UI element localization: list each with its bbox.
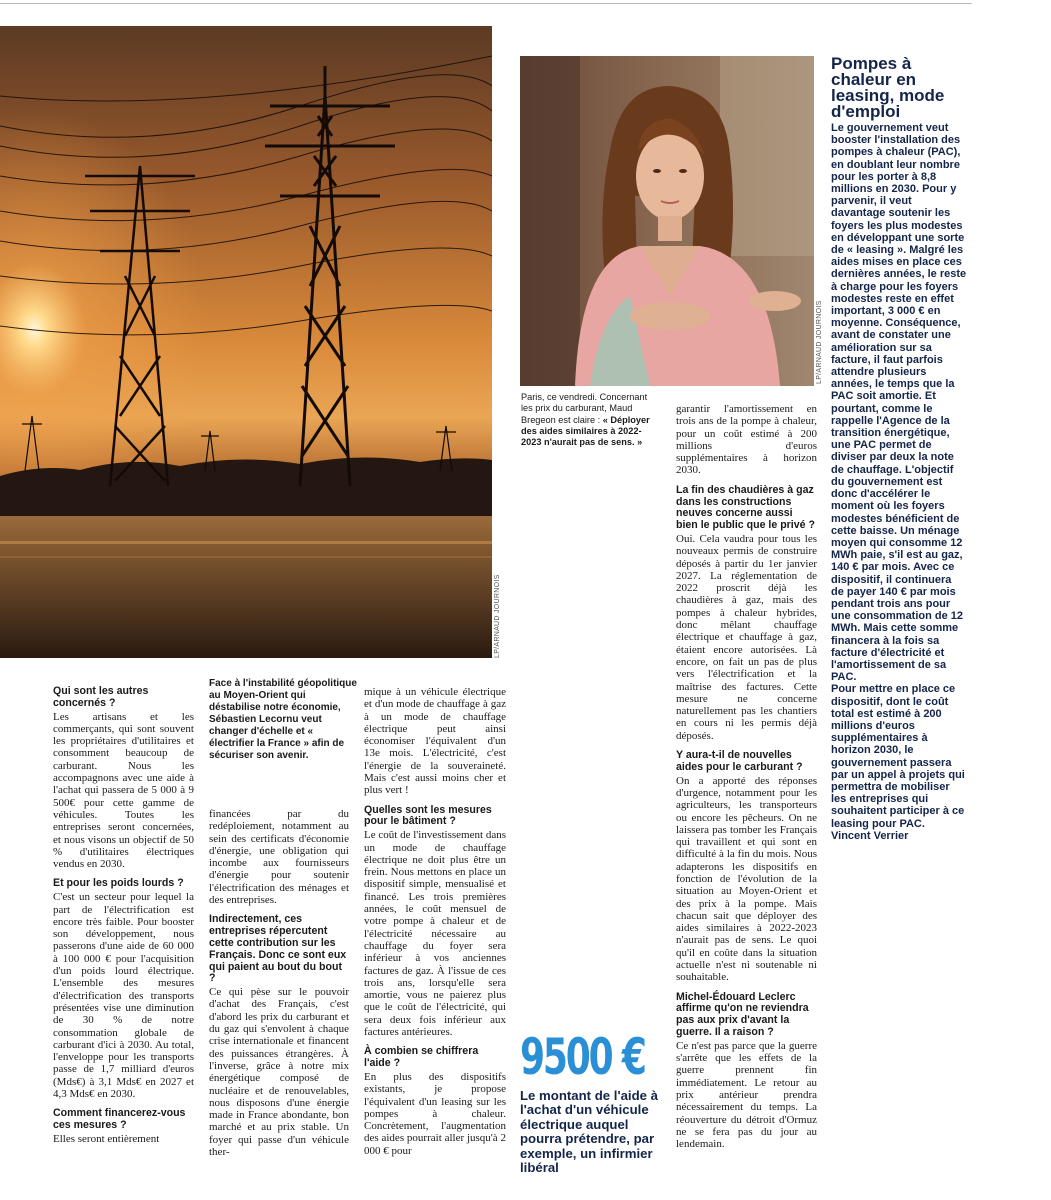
answer-fuel-aid: On a apporté des réponses d'urgence, notamment pour les agriculteurs, les transporteurs ou encore les pêcheurs. On ne laissera pas tomber les Français qui travaillent et qui sont en difficulté à la fin du mois. Nous adapterons les dispositifs en fonction de l'évolution de la situation au Moyen-Orient et des prix à la pompe. Mais chacun sait que déployer des aides similaires à 2022-2023 n'aurait pas de sens. Le quoi qu'il en coûte dans la situation actuelle n'est ni soutenable ni souhaitable. [676, 774, 817, 984]
answer-aid-amount-start: En plus des dispositifs existants, je propose l'équivalent d'un leasing sur les pompes à chaleur. Concrètement, l'augmentation des aides pourrait aller jusqu'à 2 000 € pour [364, 1070, 506, 1157]
question-fuel-aid: Y aura-t-il de nouvelles aides pour le carburant ? [676, 749, 803, 773]
photo-caption [521, 392, 661, 448]
sidebar-body [831, 122, 967, 842]
answer-leclerc: Ce n'est pas parce que la guerre s'arrête que les effets de la guerre prennent fin immédiatement. Le retour au prix antérieur prendra nécessairement du temps. La réouverture du détroit d'Ormuz ne se fera pas du jour au lendemain. [676, 1039, 817, 1151]
question-heavy-trucks: Et pour les poids lourds ? [53, 877, 184, 890]
question-gas-boilers: La fin des chaudières à gaz dans les constructions neuves concerne aussi bien le public que le privé ? [676, 483, 815, 532]
question-financing: Comment financerez-vous ces mesures ? [53, 1107, 186, 1132]
sidebar-author: Vincent Verrier [831, 829, 909, 842]
column-3 [364, 686, 506, 1165]
top-rule [0, 3, 972, 4]
highlight-number: 9500 € [520, 1028, 645, 1086]
column-2 [209, 808, 349, 1166]
answer-aid-amount-continued: garantir l'amortissement en trois ans de la pompe à chaleur, pour un coût estimé à 200 millions d'euros supplémentaires à horizon 2030. [676, 403, 817, 477]
answer-gas-boilers: Oui. Cela vaudra pour tous les nouveaux permis de construire déposés à partir du 1er janvier 2027. La réglementation de 2022 proscrit déjà les chaudières à gaz, mais des pompes à chaleur hybrides, donc mêlant chauffage électrique et chauffage à gaz, étaient encore autorisées. Là encore, on fait un pas de plus vers l'électrification et la maîtrise des factures. Cette mesure ne concerne naturellement pas les chantiers en cours ni les permis déjà déposés. [676, 532, 817, 742]
answer-heavy-trucks: C'est un secteur pour lequel la part de l'électrification est encore très faible. Pour booster son développement, nous passerons d'une aide de 60 000 à 100 000 € pour l'acquisition d'un poids lourd électrique. L'ensemble des mesures d'électrification des transports présentées vise une diminution de 30 % de notre consommation globale de carburant d'ici à 2030. Au total, l'enveloppe pour les transports passe de 1,7 milliard d'euros (Mds€) à 3,1 Mds€ en 2027 et 4,3 Mds€ en 2030. [53, 891, 194, 1100]
answer-who-pays: Ce qui pèse sur le pouvoir d'achat des Français, c'est d'abord les prix du carburant et du gaz qui s'envolent à chaque crise internationale et financent des puissances étrangères. À l'inverse, grâce à notre mix énergétique composé de nucléaire et de renouvelables, nous disposons d'une énergie made in France abondante, bon marché et au prix stable. Un foyer qui passe d'un véhicule ther- [209, 986, 349, 1159]
highlight-text: Le montant de l'aide à l'achat d'un véhicule électrique auquel pourra prétendre, par exemple, un infirmier libéral [520, 1088, 658, 1176]
answer-other-concerned: Les artisans et les commerçants, qui sont souvent les propriétaires d'utilitaires et consomment beaucoup de carburant. Nous les accompagnons avec une aide à l'achat qui passera de 5 000 à 9 500€ pour cette gamme de véhicules. Toutes les entreprises seront concernées, et nous visons un objectif de 50 % d'utilitaires électriques vendus en 2030. [53, 710, 194, 871]
caption-quote: « Déployer des aides similaires à 2022-2023 n'aurait pas de sens. » [521, 414, 650, 448]
question-leclerc: Michel-Édouard Leclerc affirme qu'on ne reviendra pas aux prix d'avant la guerre. Il a raison ? [676, 990, 809, 1039]
answer-who-pays-continued: mique à un véhicule électrique et d'un mode de chauffage à gaz à un mode de chauffage électrique peut ainsi économiser l'équivalent d'un 13e mois. L'électricité, c'est l'énergie de la souveraineté. Mais c'est aussi moins cher et plus vert ! [364, 686, 506, 797]
photo1-credit: LP/ARNAUD JOURNOIS [494, 574, 501, 658]
photo2-credit: LP/ARNAUD JOURNOIS [816, 300, 823, 384]
question-building: Quelles sont les mesures pour le bâtiment ? [364, 803, 492, 828]
article-intro: Face à l'instabilité géopolitique au Moyen-Orient qui déstabilise notre économie, Sébastien Lecornu veut changer d'échelle et « électrifier la France » afin de sécuriser son avenir. [209, 678, 357, 761]
question-who-pays: Indirectement, ces entreprises répercutent cette contribution sur les Français. Donc ce sont eux qui paient au bout du bout ? [209, 913, 347, 985]
portrait-photo [520, 56, 814, 386]
sidebar-paragraph-2: Pour mettre en place ce dispositif, dont le coût total est estimé à 200 millions d'euros supplémentaires à horizon 2030, le gouvernement passera par un appel à projets qui permettra de mobiliser les entreprises qui souhaitent participer à ce leasing pour PAC. [831, 683, 965, 830]
column-4 [676, 403, 817, 1159]
answer-building: Le coût de l'investissement dans un mode de chauffage électrique ne doit plus être un frein. Nous mettons en place un dispositif simple, mensualisé et financé. Les trois premières années, le coût mensuel de votre pompe à chaleur et de l'électricité nécessaire au chauffage du foyer sera inférieur à vos anciennes factures de gaz. À l'issue de ces trois ans, lorsqu'elle sera amortie, vous ne paierez plus que le coût de l'électricité, qui sera deux fois inférieur aux factures antérieures. [364, 829, 506, 1039]
column-1 [53, 686, 194, 1153]
pylons-sunset-photo [0, 26, 492, 658]
sidebar-title: Pompes à chaleur en leasing, mode d'emploi [831, 54, 945, 121]
question-other-concerned: Qui sont les autres concernés ? [53, 685, 149, 709]
caption-lead: Paris, ce vendredi. Concernant les prix du carburant, Maud Bregeon est claire : [521, 392, 648, 425]
sidebar-paragraph-1: Le gouvernement veut booster l'installation des pompes à chaleur (PAC), en doublant leur nombre pour les porter à 8,8 millions en 2030. Pour y parvenir, il veut davantage soutenir les foyers les plus modestes en développant une sorte de « leasing ». Malgré les aides mises en place ces dernières années, le reste à charge pour les foyers modestes reste en effet important, 3 000 € en moyenne. Conséquence, avant de constater une amélioration sur sa facture, il faut parfois attendre plusieurs années, le temps que la PAC soit amortie. Et pourtant, comme le rappelle l'Agence de la transition énergétique, une PAC permet de diviser par deux la note de chauffage. L'objectif du gouvernement est donc d'accélérer le moment où les foyers modestes bénéficient de cette baisse. Un ménage moyen qui consomme 12 MWh paie, s'il est au gaz, 140 € par mois. Avec ce dispositif, il continuera de payer 140 € par mois pendant trois ans pour une consommation de 12 MWh. Mais cette somme financera à la fois sa facture d'électricité et l'amortissement de sa PAC. [831, 122, 967, 684]
answer-financing-continued: financées par du redéploiement, notamment au sein des certificats d'économie d'énergie, une obligation qui incombe aux fournisseurs d'énergie pour soutenir l'électrification des ménages et des entreprises. [209, 808, 349, 907]
answer-financing-start: Elles seront entièrement [53, 1132, 160, 1145]
question-aid-amount: À combien se chiffrera l'aide ? [364, 1045, 479, 1070]
